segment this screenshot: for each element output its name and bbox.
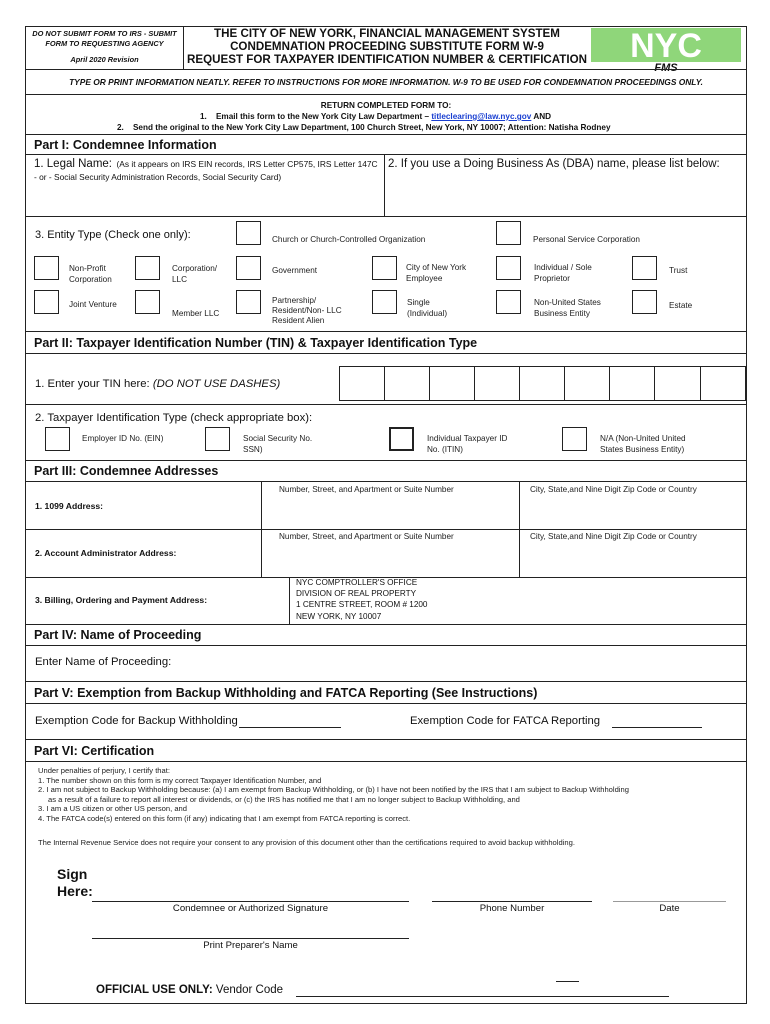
title-line-3: REQUEST FOR TAXPAYER IDENTIFICATION NUMBER & CERTIFICATION — [187, 53, 587, 66]
label-church: Church or Church-Controlled Organization — [272, 235, 426, 244]
checkbox-cny-employee[interactable] — [372, 256, 397, 280]
return-step-1: 1. Email this form to the New York City Law Department – titleclearing@law.nyc.gov AND — [200, 112, 552, 121]
svg-text:FMS: FMS — [654, 62, 678, 72]
return-email-link[interactable]: titleclearing@law.nyc.gov — [431, 112, 532, 121]
entity-type-label: 3. Entity Type (Check one only): — [35, 229, 191, 241]
checkbox-government[interactable] — [236, 256, 261, 280]
street-header-2: Number, Street, and Apartment or Suite Number — [279, 532, 454, 541]
signature-caption: Condemnee or Authorized Signature — [172, 903, 329, 914]
label-single: Single (Individual) — [407, 298, 448, 318]
preparer-caption: Print Preparer's Name — [203, 940, 298, 951]
here-label: Here: — [57, 883, 93, 899]
certification-text: Under penalties of perjury, I certify that: 1. The number shown on this form is my correct Taxpayer Identification Number, and 2. I am not subject to Backup Withholding because: (a) I am exempt from Backup Withholding, or (b) I have not been notified by the IRS that I am subject to Backup Withholding as a result of a failure to report all interest or dividends, or (c) the IRS has notified me that I am no longer subject to Backup Withholding, and 3. I am a US citizen or other US person, and 4. The FATCA code(s) entered on this form (if any) indicating that I am exempt from FATCA reporting is correct. — [38, 766, 629, 823]
tin-label: 1. Enter your TIN here: (DO NOT USE DASHES) — [35, 378, 281, 390]
checkbox-na[interactable] — [562, 427, 587, 451]
tin-boxes[interactable] — [339, 366, 746, 401]
left-notice: DO NOT SUBMIT FORM TO IRS - SUBMIT FORM TO REQUESTING AGENCY — [32, 29, 177, 48]
label-nonprofit: Non-Profit Corporation — [69, 264, 112, 284]
address-admin-label: 2. Account Administrator Address: — [35, 548, 177, 558]
label-ein: Employer ID No. (EIN) — [82, 434, 164, 443]
checkbox-single[interactable] — [372, 290, 397, 314]
part4-title: Part IV: Name of Proceeding — [34, 628, 202, 642]
label-individual: Individual / Sole Proprietor — [534, 263, 592, 283]
label-psc: Personal Service Corporation — [533, 235, 640, 244]
vendor-code-short-line — [556, 981, 579, 982]
address-1099-label: 1. 1099 Address: — [35, 501, 103, 511]
fatca-exemption-field[interactable]: Exemption Code for FATCA Reporting — [410, 715, 601, 727]
svg-text:NYC: NYC — [630, 28, 702, 65]
label-na: N/A (Non-United United States Business Entity) — [600, 434, 686, 454]
street-header-1: Number, Street, and Apartment or Suite Number — [279, 485, 454, 494]
tin-type-label: 2. Taxpayer Identification Type (check appropriate box): — [35, 412, 313, 424]
checkbox-non-us[interactable] — [496, 290, 521, 314]
label-non-us: Non-United States Business Entity — [534, 298, 601, 318]
checkbox-nonprofit[interactable] — [34, 256, 59, 280]
label-partnership: Partnership/ Resident/Non- LLC Resident Alien — [272, 296, 342, 325]
checkbox-church[interactable] — [236, 221, 261, 245]
label-ssn: Social Security No. SSN) — [243, 434, 313, 454]
label-itin: Individual Taxpayer ID No. (ITIN) — [427, 434, 508, 454]
label-member-llc: Member LLC — [172, 309, 220, 318]
checkbox-psc[interactable] — [496, 221, 521, 245]
proceeding-name-field[interactable]: Enter Name of Proceeding: — [35, 656, 172, 668]
checkbox-itin[interactable] — [389, 427, 414, 451]
checkbox-individual[interactable] — [496, 256, 521, 280]
sign-label: Sign — [57, 866, 88, 882]
address-billing-label: 3. Billing, Ordering and Payment Address: — [35, 595, 208, 605]
label-government: Government — [272, 266, 318, 275]
return-step-2: 2. Send the original to the New York City Law Department, 100 Church Street, New York, NY 10007; Attention: Natisha Rodney — [117, 123, 611, 132]
label-joint: Joint Venture — [69, 300, 117, 309]
date-caption: Date — [659, 903, 680, 914]
return-title: RETURN COMPLETED FORM TO: — [320, 101, 452, 110]
legal-name-field[interactable]: 1. Legal Name: (As it appears on IRS EIN records, IRS Letter CP575, IRS Letter 147C - or - Social Security Administration Records, Social Security Card) — [34, 158, 378, 182]
irs-note: The Internal Revenue Service does not require your consent to any provision of this document other than the certifications required to avoid backup withholding. — [38, 838, 575, 847]
checkbox-partnership[interactable] — [236, 290, 261, 314]
checkbox-ein[interactable] — [45, 427, 70, 451]
checkbox-trust[interactable] — [632, 256, 657, 280]
revision-label: April 2020 Revision — [70, 55, 139, 64]
part5-title: Part V: Exemption from Backup Withholding and FATCA Reporting (See Instructions) — [34, 686, 538, 700]
dba-field[interactable]: 2. If you use a Doing Business As (DBA) name, please list below: — [388, 158, 720, 170]
instruction-bar: TYPE OR PRINT INFORMATION NEATLY. REFER TO INSTRUCTIONS FOR MORE INFORMATION. W-9 TO BE USED FOR CONDEMNATION PROCEEDINGS ONLY. — [69, 77, 703, 87]
date-line[interactable] — [613, 901, 726, 902]
part1-title: Part I: Condemnee Information — [34, 138, 217, 152]
vendor-code-line[interactable] — [296, 996, 669, 997]
title-line-2: CONDEMNATION PROCEEDING SUBSTITUTE FORM W-9 — [230, 40, 544, 53]
billing-address: NYC COMPTROLLER'S OFFICE DIVISION OF REAL PROPERTY 1 CENTRE STREET, ROOM # 1200 NEW YORK, NY 10007 — [296, 578, 428, 621]
checkbox-joint[interactable] — [34, 290, 59, 314]
backup-exemption-field[interactable]: Exemption Code for Backup Withholding — [35, 715, 238, 727]
phone-line[interactable] — [432, 901, 592, 902]
part2-title: Part II: Taxpayer Identification Number (TIN) & Taxpayer Identification Type — [34, 336, 478, 350]
label-estate: Estate — [669, 301, 693, 310]
phone-caption: Phone Number — [479, 903, 545, 914]
official-use-label: OFFICIAL USE ONLY: Vendor Code — [96, 984, 284, 996]
title-line-1: THE CITY OF NEW YORK, FINANCIAL MANAGEMENT SYSTEM — [214, 27, 560, 40]
preparer-line[interactable] — [92, 938, 409, 939]
checkbox-ssn[interactable] — [205, 427, 230, 451]
city-header-1: City, State,and Nine Digit Zip Code or Country — [530, 485, 697, 494]
part6-title: Part VI: Certification — [34, 744, 155, 758]
part3-title: Part III: Condemnee Addresses — [34, 464, 219, 478]
label-cny-employee: City of New York Employee — [406, 263, 467, 283]
city-header-2: City, State,and Nine Digit Zip Code or Country — [530, 532, 697, 541]
label-corp-llc: Corporation/ LLC — [172, 264, 218, 284]
signature-line[interactable] — [92, 901, 409, 902]
label-trust: Trust — [669, 266, 688, 275]
nyc-logo — [591, 28, 741, 72]
checkbox-member-llc[interactable] — [135, 290, 160, 314]
checkbox-estate[interactable] — [632, 290, 657, 314]
checkbox-corp-llc[interactable] — [135, 256, 160, 280]
